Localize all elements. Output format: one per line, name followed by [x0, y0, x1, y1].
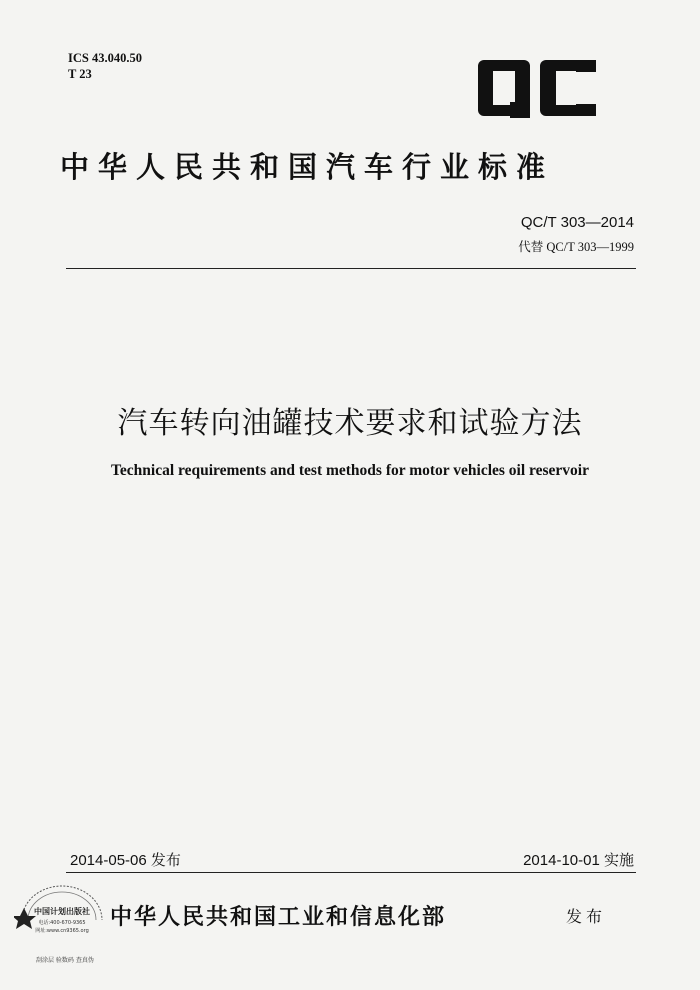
effective-date: 2014-10-01 实施: [523, 852, 634, 869]
seal-footer: 刮涂层 验数码 查真伪: [36, 957, 94, 964]
bottom-divider: [66, 872, 636, 873]
classification-codes: [68, 50, 142, 82]
ccs-code: T 23: [68, 67, 92, 81]
issuing-authority: 中华人民共和国工业和信息化部: [110, 904, 447, 930]
seal-phone: 电话:400-670-9365: [38, 920, 86, 926]
top-divider: [66, 268, 636, 269]
ics-code: ICS 43.040.50: [68, 51, 142, 65]
anti-counterfeit-seal: [14, 878, 110, 950]
issue-label: 发布: [566, 907, 607, 926]
qc-logo: [476, 58, 598, 120]
seal-website: 网址:www.cn9365.org: [35, 928, 89, 934]
seal-publisher: 中国计划出版社: [34, 907, 90, 916]
standard-number: QC/T 303—2014: [520, 214, 634, 231]
document-title-english: Technical requirements and test methods for motor vehicles oil reservoir: [110, 462, 589, 479]
category-title: 中华人民共和国汽车行业标准: [60, 150, 555, 184]
replaces-standard: 代替 QC/T 303—1999: [518, 240, 634, 254]
publish-date: 2014-05-06 发布: [70, 852, 181, 869]
document-title-chinese: 汽车转向油罐技术要求和试验方法: [117, 406, 583, 441]
